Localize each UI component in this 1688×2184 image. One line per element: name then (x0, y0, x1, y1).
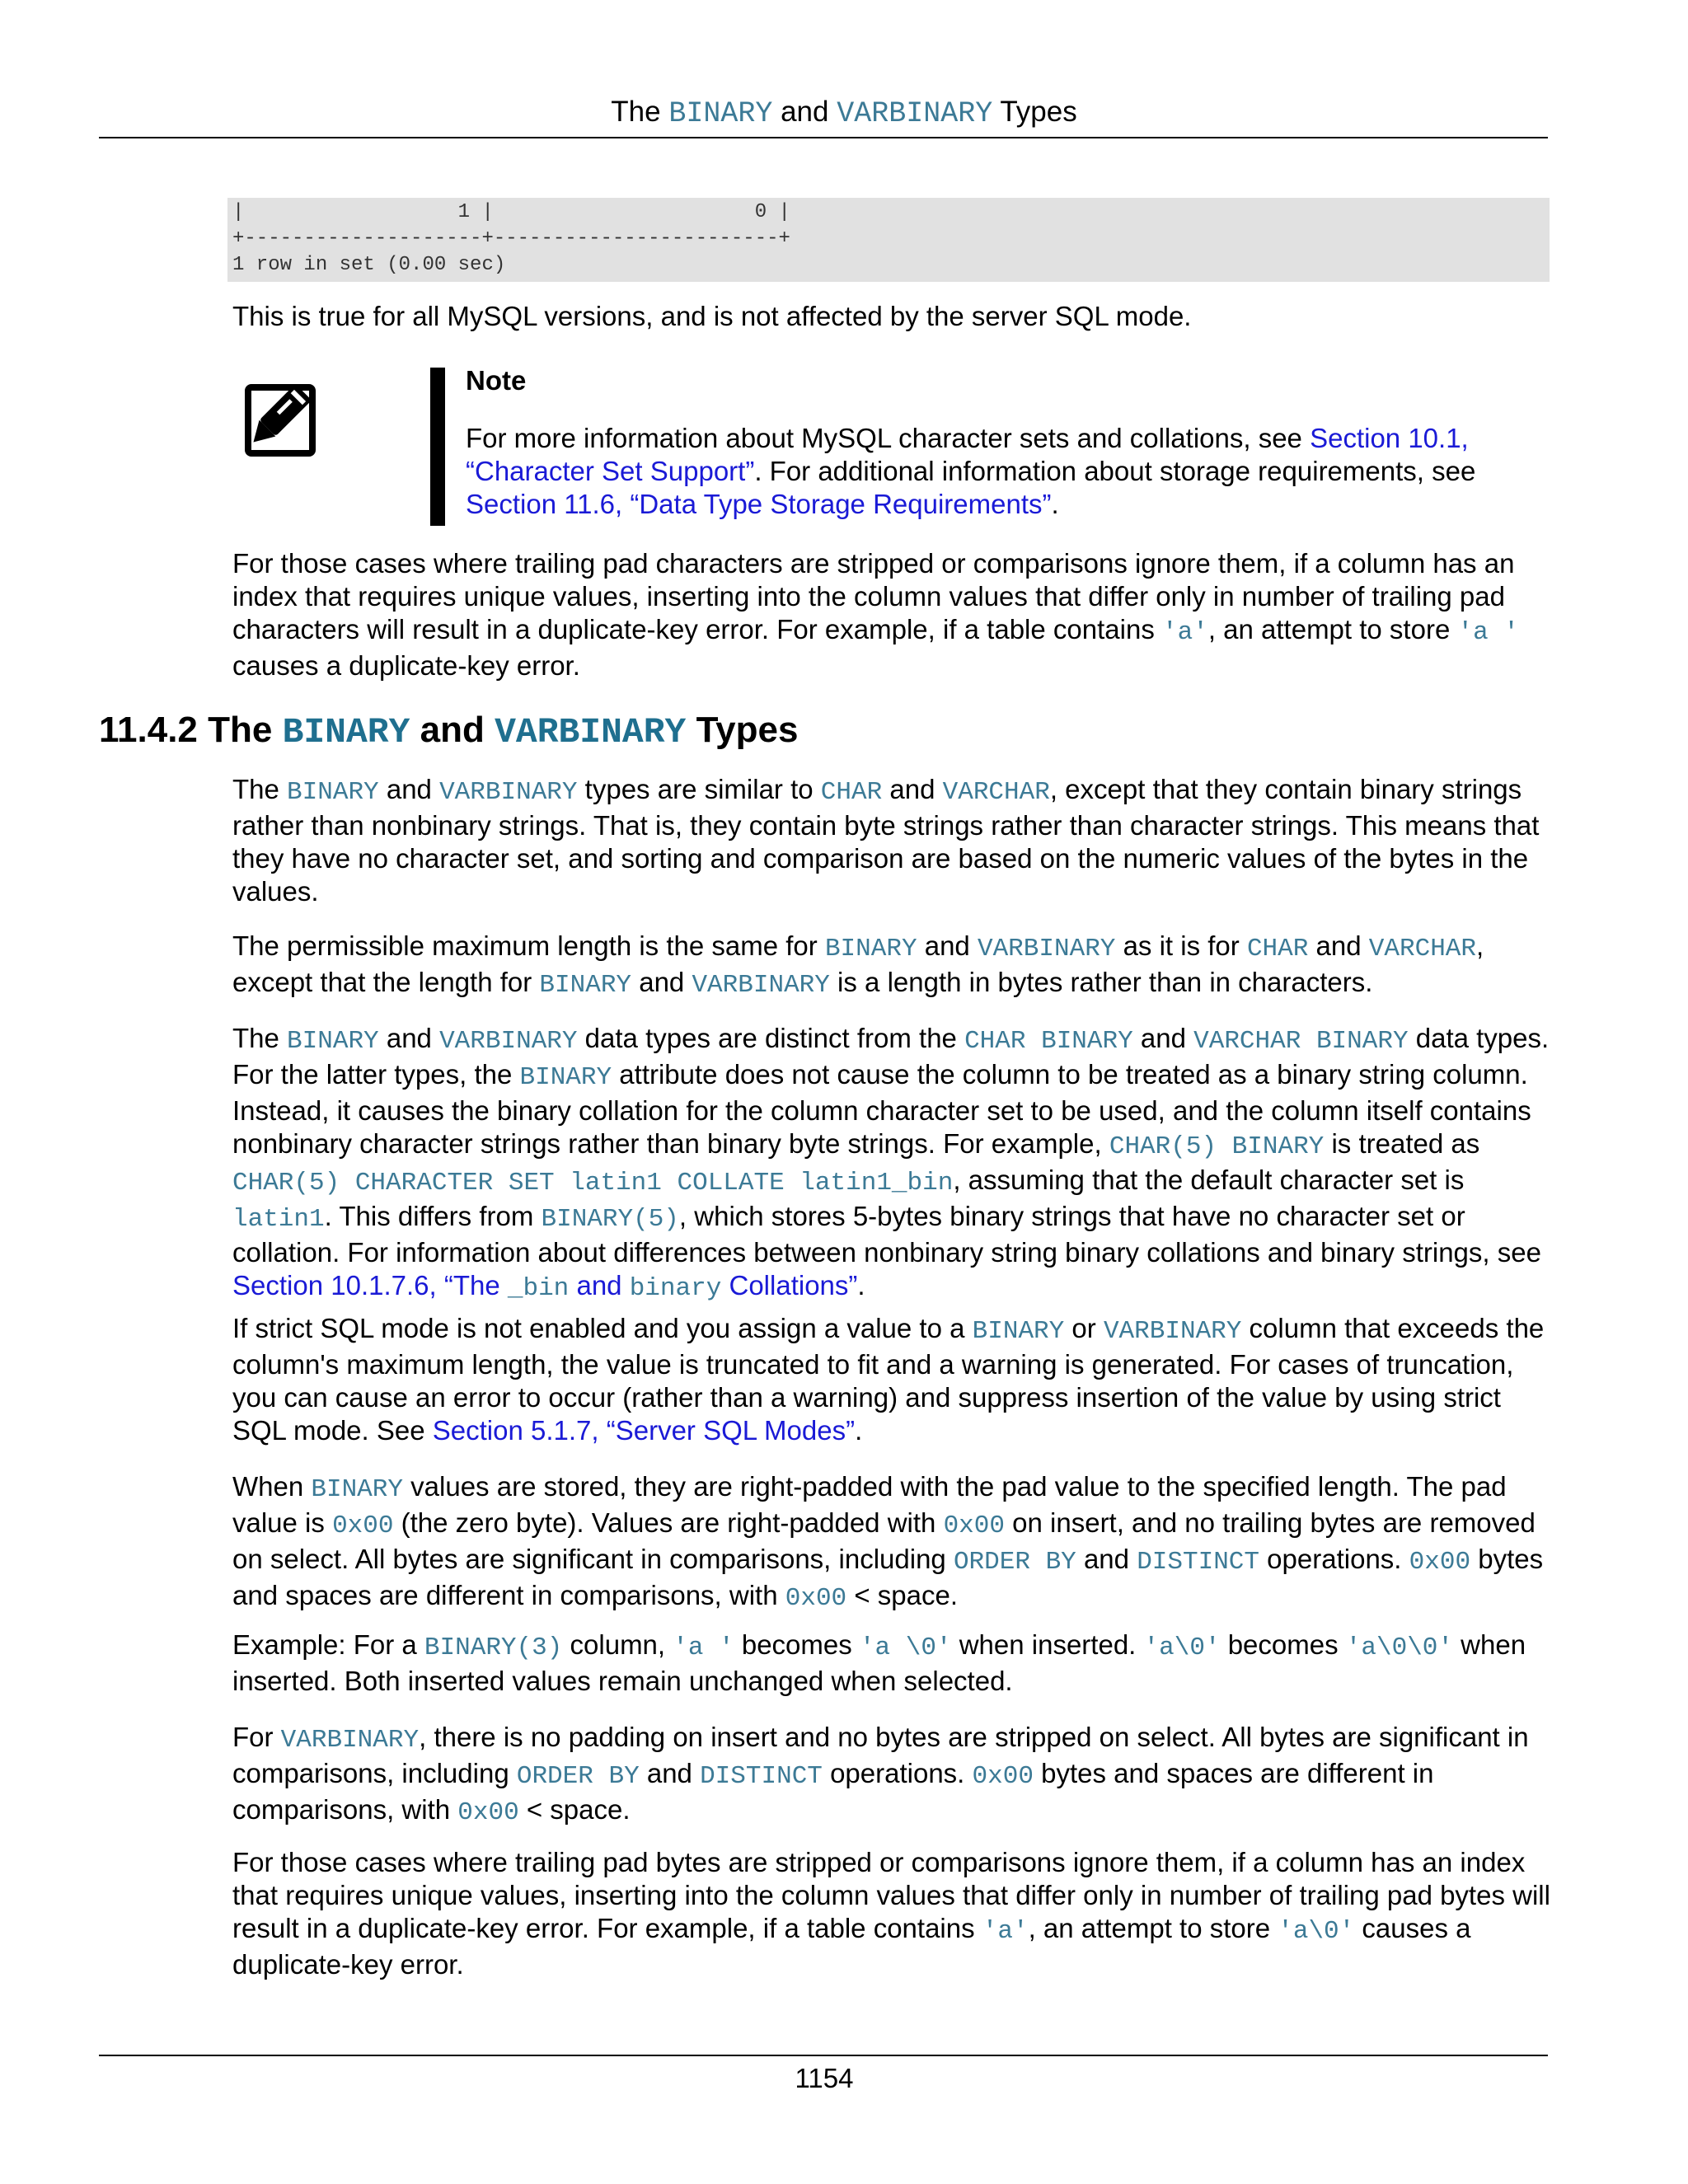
note-bar (430, 368, 445, 526)
paragraph-intro: The BINARY and VARBINARY types are similar to CHAR and VARCHAR, except that they contain binary strings rather than nonbinary strings. That is, they contain byte strings rather than character strings. This means that they have no character set, and sorting and comparison are based on the numeric values of the bytes in the values. (232, 774, 1540, 907)
paragraph-trailing-chars: For those cases where trailing pad characters are stripped or comparisons ignore them, if a column has an index that requires unique values, inserting into the column values that differ only in number of trailing pad characters will result in a duplicate-key error. For example, if a table contains 'a', an attempt to store 'a ' causes a duplicate-key error. (232, 548, 1519, 681)
code-line: 1 row in set (0.00 sec) (232, 254, 506, 276)
footer-rule (99, 2055, 1548, 2056)
header-rule (99, 137, 1548, 138)
paragraph-varbinary: For VARBINARY, there is no padding on insert and no bytes are stripped on select. All bytes are significant in comparisons, including ORDER BY and DISTINCT operations. 0x00 bytes and spaces are different in comparisons, with 0x00 < space. (232, 1722, 1529, 1827)
note-title: Note (466, 365, 527, 396)
code-block (227, 198, 1550, 282)
page-number: 1154 (795, 2063, 854, 2093)
code-line: +--------------------+------------------------+ (232, 227, 790, 250)
note-pencil-icon (244, 377, 321, 460)
paragraph-max-length: The permissible maximum length is the same for BINARY and VARBINARY as it is for CHAR and VARCHAR, except that the length for BINARY and VARBINARY is a length in bytes rather than in characters. (232, 930, 1484, 1000)
paragraph-strict-mode: If strict SQL mode is not enabled and you assign a value to a BINARY or VARBINARY column that exceeds the column's maximum length, the value is truncated to fit and a warning is generated. For cases of truncation, you can cause an error to occur (rather than a warning) and suppress insertion of the value by using strict SQL mode. See Section 5.1.7, “Server SQL Modes”. (232, 1313, 1545, 1446)
paragraph-distinct-types: The BINARY and VARBINARY data types are distinct from the CHAR BINARY and VARCHAR BINARY data types. For the latter types, the BINARY attribute does not cause the column to be treated as a binary string column. Instead, it causes the binary collation for the column character set to be used, and the column itself contains nonbinary character strings rather than binary byte strings. For example, CHAR(5) BINARY is treated as CHAR(5) CHARACTER SET latin1 COLLATE latin1_bin, assuming that the default character set is latin1. This differs from BINARY(5), which stores 5-bytes binary strings that have no character set or collation. For information about differences between nonbinary string binary collations and binary strings, see Section 10.1.7.6, “The _bin and binary Collations”. (232, 1023, 1550, 1303)
link-storage-requirements[interactable]: Section 11.6, “Data Type Storage Requirements” (466, 489, 1052, 519)
paragraph-trailing-bytes: For those cases where trailing pad bytes are stripped or comparisons ignore them, if a column has an index that requires unique values, inserting into the column values that differ only in number of trailing pad bytes will result in a duplicate-key error. For example, if a table contains 'a', an attempt to store 'a\0' causes a duplicate-key error. (232, 1847, 1550, 1980)
paragraph-example: Example: For a BINARY(3) column, 'a ' becomes 'a \0' when inserted. 'a\0' becomes 'a\0\0' when inserted. Both inserted values remain unchanged when selected. (232, 1629, 1526, 1696)
section-heading: 11.4.2 The BINARY and VARBINARY Types (99, 710, 799, 752)
code-line: | 1 | 0 | (232, 201, 790, 223)
note-body: For more information about MySQL character sets and collations, see Section 10.1, “Character Set Support”. For additional information about storage requirements, see Section 11.6, “Data Type Storage Requirements”. (466, 423, 1476, 519)
link-bin-binary-collations[interactable]: Section 10.1.7.6, “The _bin and binary Collations” (232, 1270, 858, 1303)
link-character-set-support[interactable]: Section 10.1, “Character Set Support” (466, 423, 1469, 486)
link-server-sql-modes[interactable]: Section 5.1.7, “Server SQL Modes” (432, 1415, 856, 1446)
paragraph-right-padded: When BINARY values are stored, they are right-padded with the pad value to the specified length. The pad value is 0x00 (the zero byte). Values are right-padded with 0x00 on insert, and no trailing bytes are removed on select. All bytes are significant in comparisons, including ORDER BY and DISTINCT operations. 0x00 bytes and spaces are different in comparisons, with 0x00 < space. (232, 1471, 1544, 1613)
paragraph-sql-mode: This is true for all MySQL versions, and is not affected by the server SQL mode. (232, 301, 1192, 331)
running-header: The BINARY and VARBINARY Types (611, 96, 1077, 130)
